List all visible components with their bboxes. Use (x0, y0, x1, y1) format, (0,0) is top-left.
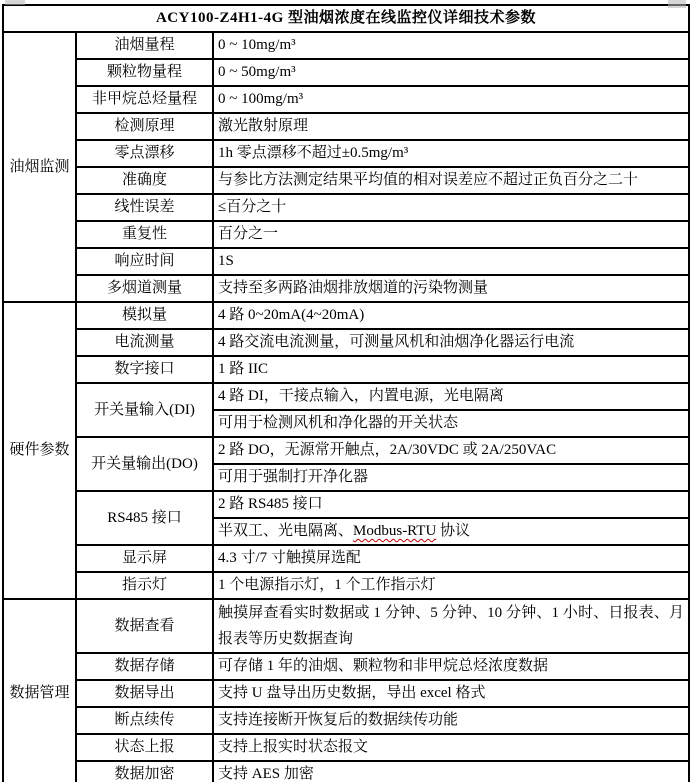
param-cell: 零点漂移 (76, 140, 213, 167)
value-cell: 支持 AES 加密 (213, 761, 689, 782)
param-cell: 数据导出 (76, 680, 213, 707)
value-cell: 1 路 IIC (213, 356, 689, 383)
table-title: ACY100-Z4H1-4G 型油烟浓度在线监控仪详细技术参数 (3, 5, 689, 32)
table-row (3, 302, 689, 329)
value-cell: 0 ~ 50mg/m³ (213, 59, 689, 86)
table-row (3, 86, 689, 113)
param-cell: 重复性 (76, 221, 213, 248)
value-cell: 支持至多两路油烟排放烟道的污染物测量 (213, 275, 689, 302)
value-cell: 1h 零点漂移不超过±0.5mg/m³ (213, 140, 689, 167)
value-cell: 支持连接断开恢复后的数据续传功能 (213, 707, 689, 734)
value-cell: 2 路 RS485 接口 (213, 491, 689, 518)
param-cell: 电流测量 (76, 329, 213, 356)
table-row (3, 572, 689, 599)
table-row (3, 59, 689, 86)
param-cell: 数据查看 (76, 599, 213, 653)
table-row (3, 329, 689, 356)
value-text: 协议 (436, 523, 471, 539)
param-cell: 指示灯 (76, 572, 213, 599)
param-cell: 状态上报 (76, 734, 213, 761)
value-cell: 激光散射原理 (213, 113, 689, 140)
table-row (3, 383, 689, 410)
value-cell-modbus (213, 518, 689, 545)
param-cell: 模拟量 (76, 302, 213, 329)
section-label-oil-monitoring: 油烟监测 (3, 32, 76, 302)
table-row (3, 545, 689, 572)
table-row (3, 653, 689, 680)
value-cell: 支持 U 盘导出历史数据，导出 excel 格式 (213, 680, 689, 707)
table-row (3, 167, 689, 194)
param-cell-do: 开关量输出(DO) (76, 437, 213, 491)
section-label-hardware: 硬件参数 (3, 302, 76, 599)
table-row (3, 140, 689, 167)
table-row (3, 248, 689, 275)
param-cell: 数字接口 (76, 356, 213, 383)
value-cell: 1S (213, 248, 689, 275)
value-cell: 与参比方法测定结果平均值的相对误差应不超过正负百分之二十 (213, 167, 689, 194)
param-cell: 数据存储 (76, 653, 213, 680)
section-label-data-management: 数据管理 (3, 599, 76, 782)
value-cell: 可存储 1 年的油烟、颗粒物和非甲烷总烃浓度数据 (213, 653, 689, 680)
spec-table (2, 4, 690, 782)
table-row (3, 356, 689, 383)
param-cell: 检测原理 (76, 113, 213, 140)
table-row (3, 221, 689, 248)
param-cell: 数据加密 (76, 761, 213, 782)
value-text: 半双工、光电隔离、 (218, 523, 354, 539)
table-row (3, 437, 689, 464)
param-cell: 准确度 (76, 167, 213, 194)
value-cell: 触摸屏查看实时数据或 1 分钟、5 分钟、10 分钟、1 小时、日报表、月报表等历史数据查询 (213, 599, 689, 653)
param-cell-rs485: RS485 接口 (76, 491, 213, 545)
table-row (3, 275, 689, 302)
param-cell: 非甲烷总烃量程 (76, 86, 213, 113)
value-cell: 0 ~ 100mg/m³ (213, 86, 689, 113)
table-row (3, 734, 689, 761)
scan-artifact-top-left (5, 0, 25, 5)
title-row (3, 5, 689, 32)
table-row (3, 491, 689, 518)
value-cell: 4 路交流电流测量，可测量风机和油烟净化器运行电流 (213, 329, 689, 356)
spellchecked-word: Modbus-RTU (353, 523, 437, 539)
table-row (3, 707, 689, 734)
value-cell: 2 路 DO，无源常开触点，2A/30VDC 或 2A/250VAC (213, 437, 689, 464)
param-cell: 多烟道测量 (76, 275, 213, 302)
value-cell: 可用于强制打开净化器 (213, 464, 689, 491)
table-row (3, 599, 689, 653)
table-row (3, 113, 689, 140)
scan-artifact-top-right (668, 0, 686, 8)
value-cell: 4 路 DI，干接点输入，内置电源，光电隔离 (213, 383, 689, 410)
value-cell: 支持上报实时状态报文 (213, 734, 689, 761)
param-cell: 响应时间 (76, 248, 213, 275)
param-cell: 线性误差 (76, 194, 213, 221)
table-row (3, 680, 689, 707)
value-cell: 4 路 0~20mA(4~20mA) (213, 302, 689, 329)
table-row (3, 32, 689, 59)
param-cell: 颗粒物量程 (76, 59, 213, 86)
value-cell: ≤百分之十 (213, 194, 689, 221)
value-cell: 1 个电源指示灯，1 个工作指示灯 (213, 572, 689, 599)
value-cell: 可用于检测风机和净化器的开关状态 (213, 410, 689, 437)
param-cell: 油烟量程 (76, 32, 213, 59)
param-cell: 显示屏 (76, 545, 213, 572)
table-row (3, 194, 689, 221)
table-row (3, 761, 689, 782)
value-cell: 4.3 寸/7 寸触摸屏选配 (213, 545, 689, 572)
param-cell-di: 开关量输入(DI) (76, 383, 213, 437)
value-cell: 百分之一 (213, 221, 689, 248)
value-cell: 0 ~ 10mg/m³ (213, 32, 689, 59)
param-cell: 断点续传 (76, 707, 213, 734)
